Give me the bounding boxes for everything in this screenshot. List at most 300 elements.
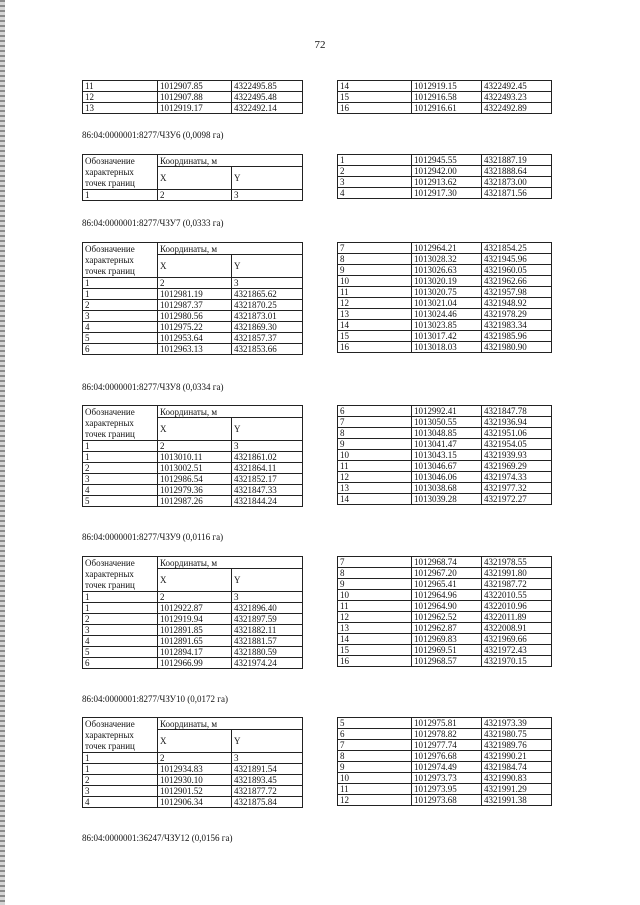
coord-table-czu8-right bbox=[337, 405, 552, 505]
point-number-cell: 4 bbox=[83, 797, 158, 808]
point-number-cell: 12 bbox=[83, 92, 158, 103]
table-row bbox=[338, 656, 552, 667]
column-header-points: Обозначение характерных точек границ bbox=[83, 155, 158, 190]
x-coordinate-cell: 1012973.73 bbox=[412, 773, 482, 784]
point-number-cell: 9 bbox=[338, 762, 412, 773]
x-coordinate-cell: 1012987.26 bbox=[158, 496, 232, 507]
point-number-cell: 7 bbox=[338, 417, 412, 428]
x-coordinate-cell: 1012917.30 bbox=[412, 188, 482, 199]
table-row bbox=[338, 177, 552, 188]
x-coordinate-cell: 1012967.20 bbox=[412, 568, 482, 579]
y-coordinate-cell: 4321881.57 bbox=[232, 636, 303, 647]
x-coordinate-cell: 2 bbox=[158, 190, 232, 201]
column-header-y: Y bbox=[232, 569, 303, 592]
y-coordinate-cell: 4321984.74 bbox=[482, 762, 552, 773]
y-coordinate-cell: 4321869.30 bbox=[232, 322, 303, 333]
table-row bbox=[338, 590, 552, 601]
point-number-cell: 10 bbox=[338, 276, 412, 287]
x-coordinate-cell: 2 bbox=[158, 753, 232, 764]
point-number-cell: 1 bbox=[83, 452, 158, 463]
column-header-points: Обозначение характерных точек границ bbox=[83, 557, 158, 592]
table-row bbox=[83, 344, 303, 355]
table-row bbox=[338, 461, 552, 472]
point-number-cell: 1 bbox=[83, 753, 158, 764]
y-coordinate-cell: 4321983.34 bbox=[482, 320, 552, 331]
point-number-cell: 6 bbox=[338, 406, 412, 417]
x-coordinate-cell: 1012907.85 bbox=[158, 81, 232, 92]
x-coordinate-cell: 1013048.85 bbox=[412, 428, 482, 439]
y-coordinate-cell: 4321980.75 bbox=[482, 729, 552, 740]
table-row bbox=[83, 278, 303, 289]
point-number-cell: 4 bbox=[83, 636, 158, 647]
y-coordinate-cell: 4321969.66 bbox=[482, 634, 552, 645]
table-row bbox=[338, 298, 552, 309]
point-number-cell: 10 bbox=[338, 773, 412, 784]
coord-table-cont-right bbox=[337, 80, 552, 114]
y-coordinate-cell: 4321865.62 bbox=[232, 289, 303, 300]
point-number-cell: 7 bbox=[338, 243, 412, 254]
table-row bbox=[83, 103, 303, 114]
x-coordinate-cell: 1012894.17 bbox=[158, 647, 232, 658]
point-number-cell: 9 bbox=[338, 265, 412, 276]
point-number-cell: 4 bbox=[83, 322, 158, 333]
y-coordinate-cell: 4322010.96 bbox=[482, 601, 552, 612]
x-coordinate-cell: 1012969.83 bbox=[412, 634, 482, 645]
point-number-cell: 10 bbox=[338, 450, 412, 461]
x-coordinate-cell: 1013046.67 bbox=[412, 461, 482, 472]
table-row bbox=[338, 557, 552, 568]
x-coordinate-cell: 1012916.61 bbox=[412, 103, 482, 114]
table-row bbox=[338, 568, 552, 579]
binding-edge bbox=[0, 0, 5, 905]
x-coordinate-cell: 1012992.41 bbox=[412, 406, 482, 417]
x-coordinate-cell: 1012966.99 bbox=[158, 658, 232, 669]
y-coordinate-cell: 4321969.29 bbox=[482, 461, 552, 472]
x-coordinate-cell: 1012978.82 bbox=[412, 729, 482, 740]
table-row bbox=[338, 634, 552, 645]
x-coordinate-cell: 1013028.32 bbox=[412, 254, 482, 265]
table-row bbox=[338, 276, 552, 287]
table-row bbox=[338, 428, 552, 439]
table-row bbox=[338, 762, 552, 773]
y-coordinate-cell: 3 bbox=[232, 278, 303, 289]
table-row bbox=[338, 188, 552, 199]
table-row bbox=[83, 474, 303, 485]
table-row bbox=[338, 331, 552, 342]
y-coordinate-cell: 4321871.56 bbox=[482, 188, 552, 199]
point-number-cell: 8 bbox=[338, 751, 412, 762]
x-coordinate-cell: 1013010.11 bbox=[158, 452, 232, 463]
y-coordinate-cell: 4321978.55 bbox=[482, 557, 552, 568]
x-coordinate-cell: 1012906.34 bbox=[158, 797, 232, 808]
x-coordinate-cell: 1012919.94 bbox=[158, 614, 232, 625]
y-coordinate-cell: 4321939.93 bbox=[482, 450, 552, 461]
x-coordinate-cell: 1012891.65 bbox=[158, 636, 232, 647]
table-row bbox=[338, 81, 552, 92]
x-coordinate-cell: 1012977.74 bbox=[412, 740, 482, 751]
x-coordinate-cell: 1012916.58 bbox=[412, 92, 482, 103]
x-coordinate-cell: 1012965.41 bbox=[412, 579, 482, 590]
table-row bbox=[83, 614, 303, 625]
point-number-cell: 15 bbox=[338, 92, 412, 103]
point-number-cell: 11 bbox=[83, 81, 158, 92]
table-row bbox=[83, 289, 303, 300]
y-coordinate-cell: 4321852.17 bbox=[232, 474, 303, 485]
point-number-cell: 12 bbox=[338, 298, 412, 309]
point-number-cell: 1 bbox=[83, 441, 158, 452]
point-number-cell: 15 bbox=[338, 645, 412, 656]
point-number-cell: 2 bbox=[83, 775, 158, 786]
x-coordinate-cell: 1012968.57 bbox=[412, 656, 482, 667]
column-header-coords: Координаты, м bbox=[158, 155, 303, 167]
table-row bbox=[338, 450, 552, 461]
y-coordinate-cell: 4321972.27 bbox=[482, 494, 552, 505]
point-number-cell: 5 bbox=[83, 333, 158, 344]
y-coordinate-cell: 4322495.85 bbox=[232, 81, 303, 92]
table-row bbox=[83, 81, 303, 92]
table-row bbox=[338, 243, 552, 254]
point-number-cell: 1 bbox=[83, 278, 158, 289]
column-header-coords: Координаты, м bbox=[158, 406, 303, 418]
point-number-cell: 7 bbox=[338, 740, 412, 751]
x-coordinate-cell: 1012930.10 bbox=[158, 775, 232, 786]
x-coordinate-cell: 1012919.15 bbox=[412, 81, 482, 92]
x-coordinate-cell: 1012913.62 bbox=[412, 177, 482, 188]
point-number-cell: 2 bbox=[83, 614, 158, 625]
x-coordinate-cell: 1013039.28 bbox=[412, 494, 482, 505]
column-header-x: X bbox=[158, 418, 232, 441]
point-number-cell: 12 bbox=[338, 795, 412, 806]
x-coordinate-cell: 1012975.81 bbox=[412, 718, 482, 729]
column-header-points: Обозначение характерных точек границ bbox=[83, 718, 158, 753]
point-number-cell: 16 bbox=[338, 103, 412, 114]
y-coordinate-cell: 4322492.14 bbox=[232, 103, 303, 114]
point-number-cell: 4 bbox=[338, 188, 412, 199]
point-number-cell: 3 bbox=[83, 625, 158, 636]
point-number-cell: 13 bbox=[338, 309, 412, 320]
y-coordinate-cell: 4321844.24 bbox=[232, 496, 303, 507]
column-header-points: Обозначение характерных точек границ bbox=[83, 243, 158, 278]
table-row bbox=[338, 645, 552, 656]
column-header-y: Y bbox=[232, 167, 303, 190]
table-row bbox=[83, 190, 303, 201]
coord-table-czu10-right bbox=[337, 717, 552, 806]
y-coordinate-cell: 4322492.45 bbox=[482, 81, 552, 92]
x-coordinate-cell: 1012964.96 bbox=[412, 590, 482, 601]
section-caption-czu8: 86:04:0000001:8277/ЧЗУ8 (0,0334 га) bbox=[82, 382, 224, 392]
x-coordinate-cell: 1013024.46 bbox=[412, 309, 482, 320]
point-number-cell: 14 bbox=[338, 320, 412, 331]
x-coordinate-cell: 1013017.42 bbox=[412, 331, 482, 342]
x-coordinate-cell: 1012962.52 bbox=[412, 612, 482, 623]
section-caption-czu6: 86:04:0000001:8277/ЧЗУ6 (0,0098 га) bbox=[82, 130, 224, 140]
table-row bbox=[338, 718, 552, 729]
x-coordinate-cell: 1012987.37 bbox=[158, 300, 232, 311]
y-coordinate-cell: 4321991.29 bbox=[482, 784, 552, 795]
point-number-cell: 3 bbox=[338, 177, 412, 188]
table-row bbox=[83, 603, 303, 614]
table-row bbox=[338, 309, 552, 320]
y-coordinate-cell: 4321857.37 bbox=[232, 333, 303, 344]
x-coordinate-cell: 1012919.17 bbox=[158, 103, 232, 114]
table-row bbox=[338, 155, 552, 166]
coord-table-czu6-left bbox=[82, 154, 303, 201]
point-number-cell: 14 bbox=[338, 494, 412, 505]
y-coordinate-cell: 4322493.23 bbox=[482, 92, 552, 103]
point-number-cell: 11 bbox=[338, 601, 412, 612]
y-coordinate-cell: 3 bbox=[232, 592, 303, 603]
table-row bbox=[83, 753, 303, 764]
y-coordinate-cell: 4321877.72 bbox=[232, 786, 303, 797]
y-coordinate-cell: 4321960.05 bbox=[482, 265, 552, 276]
y-coordinate-cell: 4321957.98 bbox=[482, 287, 552, 298]
coord-table-czu7-right bbox=[337, 242, 552, 353]
x-coordinate-cell: 1012979.36 bbox=[158, 485, 232, 496]
x-coordinate-cell: 1013050.55 bbox=[412, 417, 482, 428]
point-number-cell: 1 bbox=[83, 603, 158, 614]
y-coordinate-cell: 4321974.33 bbox=[482, 472, 552, 483]
table-row bbox=[338, 287, 552, 298]
y-coordinate-cell: 4322010.55 bbox=[482, 590, 552, 601]
table-row bbox=[83, 764, 303, 775]
y-coordinate-cell: 4321853.66 bbox=[232, 344, 303, 355]
point-number-cell: 2 bbox=[83, 300, 158, 311]
x-coordinate-cell: 1013038.68 bbox=[412, 483, 482, 494]
column-header-y: Y bbox=[232, 730, 303, 753]
x-coordinate-cell: 1012964.90 bbox=[412, 601, 482, 612]
point-number-cell: 5 bbox=[338, 718, 412, 729]
point-number-cell: 11 bbox=[338, 461, 412, 472]
x-coordinate-cell: 1012963.13 bbox=[158, 344, 232, 355]
point-number-cell: 1 bbox=[83, 592, 158, 603]
x-coordinate-cell: 1012907.88 bbox=[158, 92, 232, 103]
coord-table-czu10-left bbox=[82, 717, 303, 808]
table-row bbox=[338, 483, 552, 494]
x-coordinate-cell: 2 bbox=[158, 592, 232, 603]
x-coordinate-cell: 1013043.15 bbox=[412, 450, 482, 461]
y-coordinate-cell: 4321973.39 bbox=[482, 718, 552, 729]
x-coordinate-cell: 1012973.68 bbox=[412, 795, 482, 806]
column-header-y: Y bbox=[232, 418, 303, 441]
point-number-cell: 1 bbox=[83, 190, 158, 201]
table-row bbox=[83, 300, 303, 311]
y-coordinate-cell: 4321970.15 bbox=[482, 656, 552, 667]
table-row bbox=[83, 463, 303, 474]
section-caption-czu12: 86:04:0000001:36247/ЧЗУ12 (0,0156 га) bbox=[82, 833, 233, 843]
y-coordinate-cell: 4321991.38 bbox=[482, 795, 552, 806]
table-row bbox=[338, 623, 552, 634]
table-row bbox=[338, 92, 552, 103]
y-coordinate-cell: 3 bbox=[232, 190, 303, 201]
x-coordinate-cell: 2 bbox=[158, 278, 232, 289]
column-header-x: X bbox=[158, 730, 232, 753]
x-coordinate-cell: 1013026.63 bbox=[412, 265, 482, 276]
point-number-cell: 1 bbox=[83, 764, 158, 775]
coord-table-czu9-right bbox=[337, 556, 552, 667]
x-coordinate-cell: 1012953.64 bbox=[158, 333, 232, 344]
table-row bbox=[83, 636, 303, 647]
table-row bbox=[338, 265, 552, 276]
y-coordinate-cell: 4321847.78 bbox=[482, 406, 552, 417]
page-number: 72 bbox=[314, 39, 326, 51]
table-row bbox=[338, 417, 552, 428]
point-number-cell: 3 bbox=[83, 786, 158, 797]
x-coordinate-cell: 1012945.55 bbox=[412, 155, 482, 166]
y-coordinate-cell: 4321954.05 bbox=[482, 439, 552, 450]
table-row bbox=[83, 647, 303, 658]
point-number-cell: 2 bbox=[338, 166, 412, 177]
point-number-cell: 9 bbox=[338, 579, 412, 590]
y-coordinate-cell: 4321990.21 bbox=[482, 751, 552, 762]
coord-table-czu9-left bbox=[82, 556, 303, 669]
section-caption-czu9: 86:04:0000001:8277/ЧЗУ9 (0,0116 га) bbox=[82, 532, 224, 542]
point-number-cell: 8 bbox=[338, 568, 412, 579]
table-row bbox=[83, 775, 303, 786]
y-coordinate-cell: 3 bbox=[232, 441, 303, 452]
table-row bbox=[338, 406, 552, 417]
y-coordinate-cell: 4321875.84 bbox=[232, 797, 303, 808]
table-row bbox=[83, 485, 303, 496]
table-row bbox=[338, 579, 552, 590]
table-row bbox=[83, 92, 303, 103]
table-row bbox=[83, 786, 303, 797]
x-coordinate-cell: 1013021.04 bbox=[412, 298, 482, 309]
point-number-cell: 1 bbox=[83, 289, 158, 300]
column-header-x: X bbox=[158, 255, 232, 278]
table-row bbox=[338, 773, 552, 784]
table-row bbox=[83, 592, 303, 603]
point-number-cell: 13 bbox=[83, 103, 158, 114]
y-coordinate-cell: 4321987.72 bbox=[482, 579, 552, 590]
section-caption-czu10: 86:04:0000001:8277/ЧЗУ10 (0,0172 га) bbox=[82, 694, 228, 704]
x-coordinate-cell: 1012986.54 bbox=[158, 474, 232, 485]
point-number-cell: 16 bbox=[338, 656, 412, 667]
point-number-cell: 6 bbox=[338, 729, 412, 740]
table-row bbox=[83, 658, 303, 669]
point-number-cell: 8 bbox=[338, 254, 412, 265]
y-coordinate-cell: 4321990.83 bbox=[482, 773, 552, 784]
column-header-y: Y bbox=[232, 255, 303, 278]
point-number-cell: 14 bbox=[338, 81, 412, 92]
table-row bbox=[338, 729, 552, 740]
column-header-x: X bbox=[158, 569, 232, 592]
column-header-x: X bbox=[158, 167, 232, 190]
coord-table-cont-left bbox=[82, 80, 303, 114]
y-coordinate-cell: 4321870.25 bbox=[232, 300, 303, 311]
point-number-cell: 8 bbox=[338, 428, 412, 439]
coord-table-czu8-left bbox=[82, 405, 303, 507]
table-row bbox=[83, 496, 303, 507]
y-coordinate-cell: 4321897.59 bbox=[232, 614, 303, 625]
y-coordinate-cell: 4321978.29 bbox=[482, 309, 552, 320]
table-row bbox=[338, 795, 552, 806]
x-coordinate-cell: 1012934.83 bbox=[158, 764, 232, 775]
table-row bbox=[83, 322, 303, 333]
x-coordinate-cell: 1012962.87 bbox=[412, 623, 482, 634]
table-row bbox=[338, 166, 552, 177]
point-number-cell: 13 bbox=[338, 483, 412, 494]
coord-table-czu6-right bbox=[337, 154, 552, 199]
x-coordinate-cell: 1013002.51 bbox=[158, 463, 232, 474]
column-header-coords: Координаты, м bbox=[158, 243, 303, 255]
y-coordinate-cell: 4321861.02 bbox=[232, 452, 303, 463]
y-coordinate-cell: 3 bbox=[232, 753, 303, 764]
x-coordinate-cell: 1012964.21 bbox=[412, 243, 482, 254]
point-number-cell: 6 bbox=[83, 658, 158, 669]
point-number-cell: 6 bbox=[83, 344, 158, 355]
table-row bbox=[83, 452, 303, 463]
point-number-cell: 5 bbox=[83, 496, 158, 507]
x-coordinate-cell: 1013020.75 bbox=[412, 287, 482, 298]
point-number-cell: 11 bbox=[338, 287, 412, 298]
y-coordinate-cell: 4321887.19 bbox=[482, 155, 552, 166]
point-number-cell: 15 bbox=[338, 331, 412, 342]
point-number-cell: 7 bbox=[338, 557, 412, 568]
table-row bbox=[338, 601, 552, 612]
y-coordinate-cell: 4322492.89 bbox=[482, 103, 552, 114]
point-number-cell: 2 bbox=[83, 463, 158, 474]
table-row bbox=[83, 797, 303, 808]
y-coordinate-cell: 4321945.96 bbox=[482, 254, 552, 265]
y-coordinate-cell: 4321896.40 bbox=[232, 603, 303, 614]
table-row bbox=[338, 342, 552, 353]
point-number-cell: 9 bbox=[338, 439, 412, 450]
x-coordinate-cell: 1012968.74 bbox=[412, 557, 482, 568]
column-header-coords: Координаты, м bbox=[158, 718, 303, 730]
x-coordinate-cell: 1012922.87 bbox=[158, 603, 232, 614]
y-coordinate-cell: 4321936.94 bbox=[482, 417, 552, 428]
y-coordinate-cell: 4321985.96 bbox=[482, 331, 552, 342]
x-coordinate-cell: 1013023.85 bbox=[412, 320, 482, 331]
table-row bbox=[338, 612, 552, 623]
x-coordinate-cell: 1013041.47 bbox=[412, 439, 482, 450]
point-number-cell: 1 bbox=[338, 155, 412, 166]
x-coordinate-cell: 1012973.95 bbox=[412, 784, 482, 795]
y-coordinate-cell: 4321880.59 bbox=[232, 647, 303, 658]
table-row bbox=[338, 740, 552, 751]
point-number-cell: 5 bbox=[83, 647, 158, 658]
y-coordinate-cell: 4322008.91 bbox=[482, 623, 552, 634]
table-row bbox=[338, 494, 552, 505]
y-coordinate-cell: 4321882.11 bbox=[232, 625, 303, 636]
y-coordinate-cell: 4321864.11 bbox=[232, 463, 303, 474]
point-number-cell: 16 bbox=[338, 342, 412, 353]
y-coordinate-cell: 4321847.33 bbox=[232, 485, 303, 496]
x-coordinate-cell: 1012980.56 bbox=[158, 311, 232, 322]
table-row bbox=[338, 103, 552, 114]
x-coordinate-cell: 1013018.03 bbox=[412, 342, 482, 353]
y-coordinate-cell: 4321972.43 bbox=[482, 645, 552, 656]
table-row bbox=[338, 751, 552, 762]
x-coordinate-cell: 1012969.51 bbox=[412, 645, 482, 656]
x-coordinate-cell: 2 bbox=[158, 441, 232, 452]
y-coordinate-cell: 4321893.45 bbox=[232, 775, 303, 786]
point-number-cell: 3 bbox=[83, 311, 158, 322]
y-coordinate-cell: 4321991.80 bbox=[482, 568, 552, 579]
table-row bbox=[83, 625, 303, 636]
x-coordinate-cell: 1012891.85 bbox=[158, 625, 232, 636]
table-row bbox=[338, 472, 552, 483]
table-row bbox=[83, 311, 303, 322]
point-number-cell: 3 bbox=[83, 474, 158, 485]
table-row bbox=[83, 441, 303, 452]
column-header-coords: Координаты, м bbox=[158, 557, 303, 569]
y-coordinate-cell: 4321989.76 bbox=[482, 740, 552, 751]
x-coordinate-cell: 1012974.49 bbox=[412, 762, 482, 773]
x-coordinate-cell: 1012942.00 bbox=[412, 166, 482, 177]
table-row bbox=[338, 254, 552, 265]
y-coordinate-cell: 4321980.90 bbox=[482, 342, 552, 353]
